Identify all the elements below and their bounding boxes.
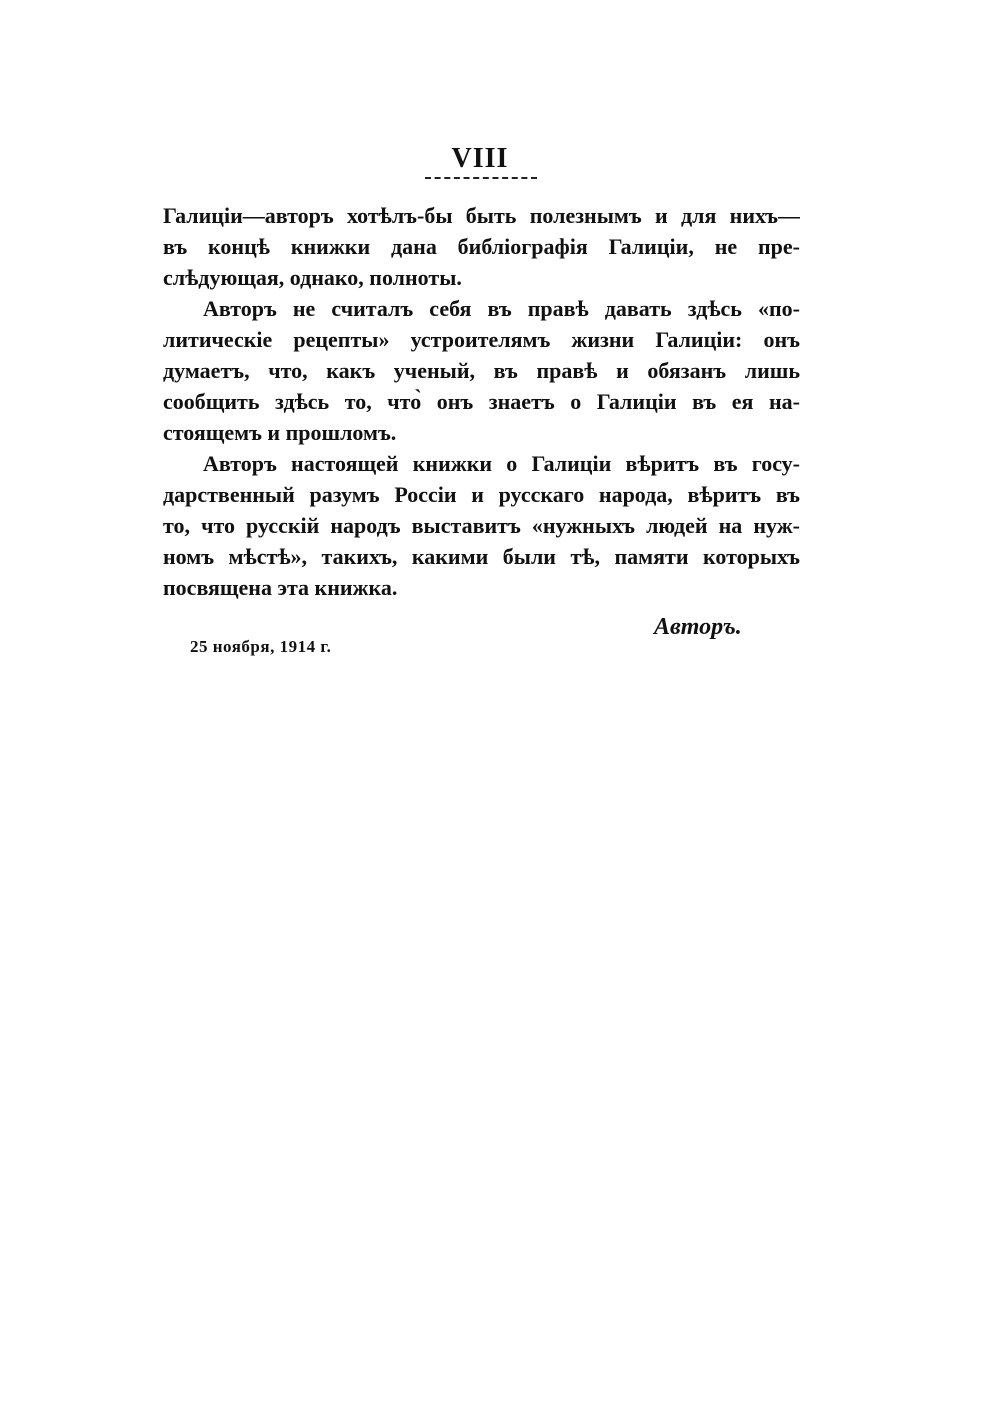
text-line: Авторъ не считалъ себя въ правѣ давать здѣсь «по-	[203, 296, 800, 321]
body-text	[163, 200, 800, 603]
text-line: литическіе рецепты» устроителямъ жизни Галиціи: онъ	[163, 327, 800, 352]
text-line: въ концѣ книжки дана библіографія Галиціи, не пре-	[163, 234, 800, 259]
date-line: 25 ноября, 1914 г.	[190, 637, 332, 656]
text-line: номъ мѣстѣ», такихъ, какими были тѣ, памяти которыхъ	[163, 544, 800, 569]
text-line: дарственный разумъ Россіи и русскаго народа, вѣритъ въ	[163, 482, 800, 507]
page-number-rule	[425, 177, 537, 179]
text-line: то, что русскій народъ выставитъ «нужныхъ людей на нуж-	[163, 513, 800, 538]
author-signature: Авторъ.	[654, 614, 742, 640]
text-line: думаетъ, что, какъ ученый, въ правѣ и обязанъ лишь	[163, 358, 800, 383]
text-line: стоящемъ и прошломъ.	[163, 420, 397, 445]
text-line: сообщить здѣсь то, что̀ онъ знаетъ о Галиціи въ ея на-	[163, 389, 800, 414]
text-line: Авторъ настоящей книжки о Галиціи вѣритъ въ госу-	[203, 451, 800, 476]
text-line: Галиціи—авторъ хотѣлъ-бы быть полезнымъ и для нихъ—	[163, 203, 800, 228]
page-number: VIII	[451, 143, 509, 174]
text-line: посвящена эта книжка.	[163, 575, 398, 600]
text-line: слѣдующая, однако, полноты.	[163, 265, 462, 290]
